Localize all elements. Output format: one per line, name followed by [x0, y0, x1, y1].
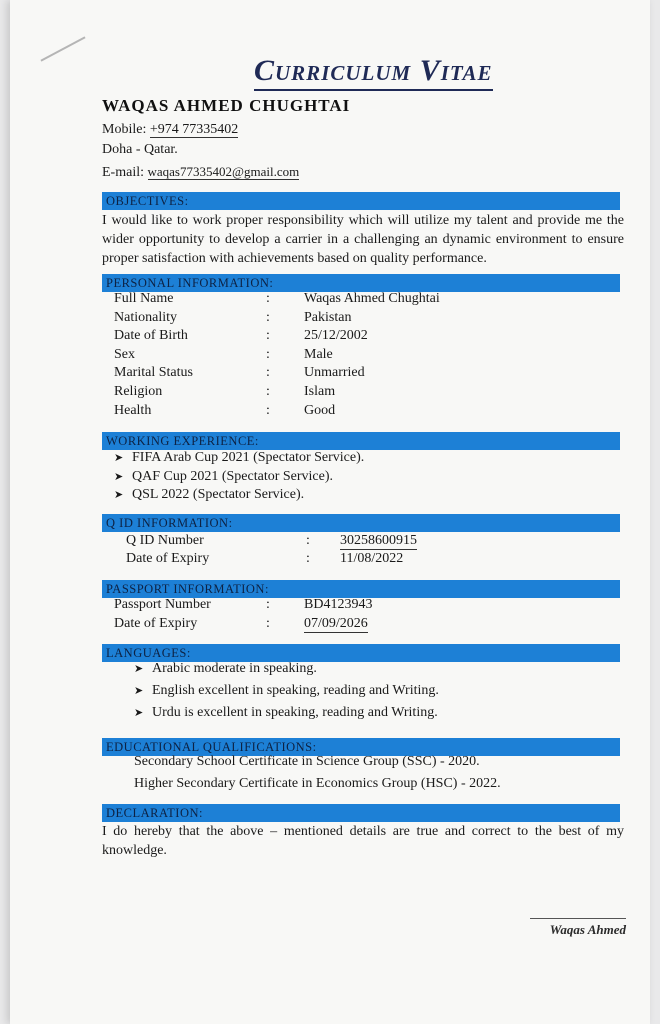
list-item: [134, 754, 480, 770]
title-block: [254, 54, 493, 91]
info-value: Pakistan: [304, 309, 352, 325]
list-item: [114, 450, 364, 466]
email-address: waqas77335402@gmail.com: [147, 164, 300, 179]
applicant-name: WAQAS AHMED CHUGHTAI: [102, 96, 351, 115]
location-line: Doha - Qatar.: [102, 142, 178, 157]
info-colon: :: [266, 309, 270, 325]
list-item-text: Secondary School Certificate in Science Group (SSC) - 2020.: [134, 754, 480, 769]
languages-heading: LANGUAGES:: [102, 644, 620, 662]
list-item-text: Urdu is excellent in speaking, reading and Writing.: [152, 705, 438, 720]
list-item: [134, 683, 439, 699]
list-item-text: Higher Secondary Certificate in Economics Group (HSC) - 2022.: [134, 776, 501, 791]
mobile-label: Mobile:: [102, 122, 147, 137]
mobile-number: +974 77335402: [149, 122, 239, 137]
list-item: [134, 661, 317, 677]
signature: Waqas Ahmed: [530, 918, 626, 938]
info-label: Nationality: [114, 309, 177, 325]
list-item-text: QAF Cup 2021 (Spectator Service).: [132, 468, 334, 484]
info-colon: :: [266, 346, 270, 362]
declaration-text: I do hereby that the above – mentioned details are true and correct to the best of my knowledge.: [102, 824, 624, 858]
info-colon: :: [306, 533, 310, 548]
objectives-heading: OBJECTIVES:: [102, 192, 620, 210]
list-item-text: FIFA Arab Cup 2021 (Spectator Service).: [132, 450, 365, 465]
document-title: Curriculum Vitae: [254, 54, 493, 91]
info-label: Passport Number: [114, 597, 211, 612]
list-item-text: QSL 2022 (Spectator Service).: [132, 487, 305, 502]
cv-page: [10, 0, 650, 1024]
info-value: 07/09/2026: [304, 616, 368, 631]
info-value: BD4123943: [304, 597, 373, 612]
list-item: [114, 487, 304, 503]
declaration-heading: DECLARATION:: [102, 804, 620, 822]
paper-crease: [40, 36, 85, 61]
info-label: Full Name: [114, 291, 174, 306]
bullet-arrow-icon: ➤: [114, 488, 124, 501]
info-label: Sex: [114, 346, 135, 362]
list-item: [134, 705, 438, 721]
qid-heading: Q ID INFORMATION:: [102, 514, 620, 532]
personal-heading: PERSONAL INFORMATION:: [102, 274, 620, 292]
education-heading: EDUCATIONAL QUALIFICATIONS:: [102, 738, 620, 756]
info-colon: :: [306, 551, 310, 566]
bullet-arrow-icon: ➤: [134, 684, 144, 697]
info-colon: :: [266, 291, 270, 306]
info-label: Date of Expiry: [114, 616, 198, 631]
info-value: 11/08/2022: [340, 551, 404, 566]
list-item: [134, 776, 501, 792]
info-label: Marital Status: [114, 365, 193, 381]
info-value: Waqas Ahmed Chughtai: [304, 291, 440, 306]
bullet-arrow-icon: ➤: [114, 469, 124, 483]
info-label: Date of Birth: [114, 328, 188, 344]
bullet-arrow-icon: ➤: [134, 662, 144, 675]
info-value: Good: [304, 402, 336, 418]
info-label: Q ID Number: [126, 533, 204, 548]
mobile-line: [102, 122, 238, 138]
bullet-arrow-icon: ➤: [134, 706, 144, 719]
info-value: 25/12/2002: [304, 328, 368, 344]
list-item: [114, 469, 333, 485]
info-label: Health: [114, 402, 152, 418]
list-item-text: Arabic moderate in speaking.: [152, 661, 317, 676]
info-colon: :: [266, 384, 270, 399]
objectives-text: I would like to work proper responsibility which will utilize my talent and provide me the wider opportunity to develop a carrier in a challenging an dynamic environment to ensure proper satisfaction with achievements based on quality performance.: [102, 213, 624, 266]
info-colon: :: [266, 597, 270, 612]
email-line: [102, 164, 299, 181]
info-value: Male: [304, 346, 333, 362]
info-colon: :: [266, 402, 270, 418]
info-value: 30258600915: [340, 533, 417, 548]
info-label: Date of Expiry: [126, 551, 210, 566]
list-item-text: English excellent in speaking, reading and Writing.: [152, 683, 439, 698]
info-colon: :: [266, 365, 270, 381]
passport-heading: PASSPORT INFORMATION:: [102, 580, 620, 598]
info-colon: :: [266, 328, 270, 344]
bullet-arrow-icon: ➤: [114, 451, 124, 464]
info-colon: :: [266, 616, 270, 631]
info-value: Unmarried: [304, 365, 365, 381]
email-label: E-mail:: [102, 165, 144, 180]
info-value: Islam: [304, 384, 336, 399]
info-label: Religion: [114, 384, 163, 399]
experience-heading: WORKING EXPERIENCE:: [102, 432, 620, 450]
